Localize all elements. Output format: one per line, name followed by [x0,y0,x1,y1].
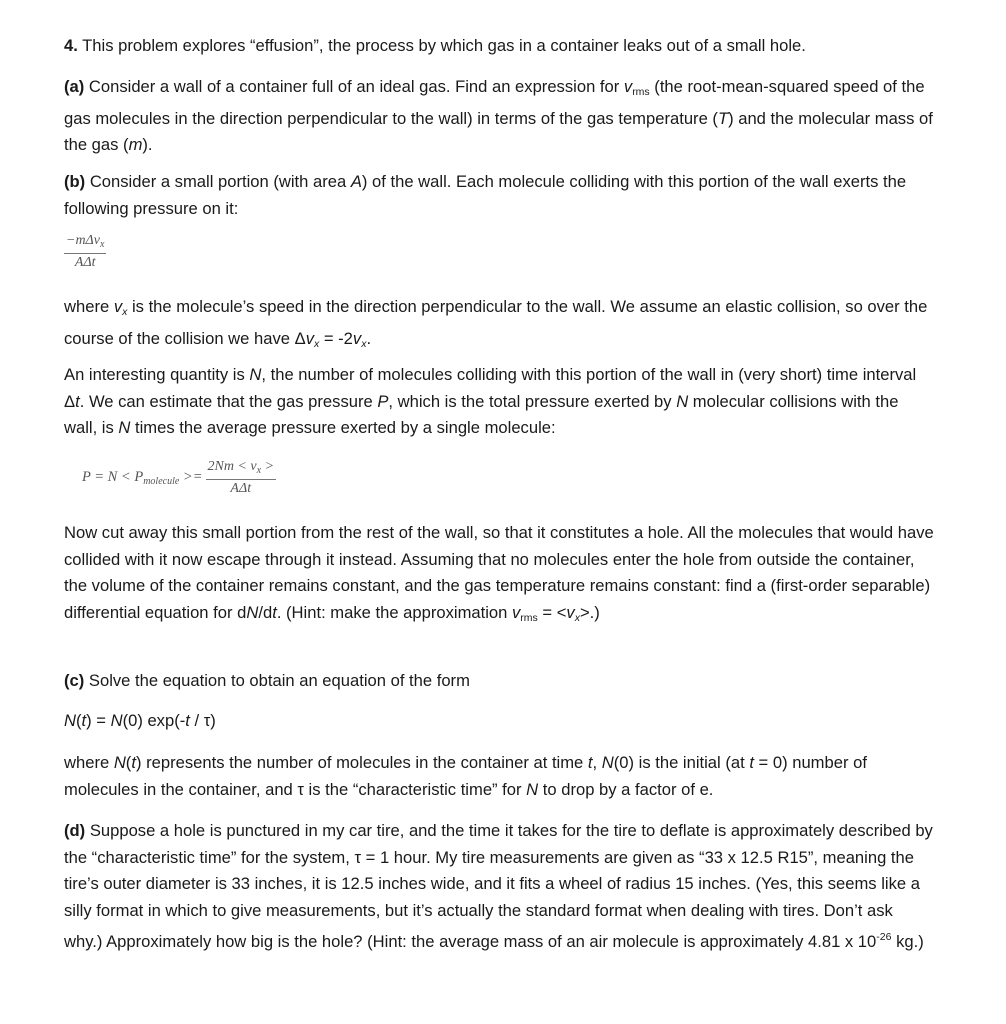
part-a-label: (a) [64,77,85,96]
equation-left-side [82,469,203,487]
interesting-text-4: , which is the total pressure exerted by [388,391,677,411]
avg-vx-symbol: v [566,602,575,622]
c-where-6: = 0) number of molecules in the container, and τ is the “characteristic time” for [64,753,867,799]
cut-hole-paragraph [64,520,934,631]
molecule-subscript: molecule [143,475,180,487]
c-where-4: , [592,753,602,772]
vrms-symbol: v [623,77,633,96]
vx-subscript: x [122,306,128,318]
decay-text-4: / τ) [189,711,216,730]
part-b-label: (b) [64,172,86,191]
problem-intro [64,33,934,60]
cut-text-2: /d [258,602,273,622]
c-where-2: ( [125,753,132,772]
interesting-text-6: times the average pressure exerted by a single molecule: [130,418,556,437]
interesting-text-3: . We can estimate that the gas pressure [79,391,378,411]
vrms-symbol-2: v [512,602,521,622]
n-symbol-3: N [118,418,131,437]
avg-vx-subscript: x [574,611,580,624]
equation-denominator-2: AΔt [230,481,252,496]
c-t-2: t [587,753,593,772]
interesting-text-5: molecular collisions with the wall, is [64,391,899,437]
pressure-per-molecule-equation [64,232,106,271]
where-text-4: . [366,328,372,348]
equals-text: >= [179,468,203,485]
part-d [64,818,934,956]
left-text: P = N < P [82,468,144,485]
cut-text-5: >.) [579,602,600,622]
part-d-text-2: kg.) [891,932,924,951]
numerator-2-end: > [261,459,275,474]
c-where-3: ) represents the number of molecules in the container at time [135,753,588,772]
part-c-where [64,750,934,803]
numerator-2-subscript: x [256,465,262,476]
c-t-1: t [131,753,136,772]
problem-number: 4. [64,36,78,55]
equation-fraction-2 [206,458,277,497]
part-b-text: Consider a small portion (with area [85,172,351,191]
decay-text-2: ) = [86,711,111,730]
part-a-text-2: (the root-mean-squared speed of the gas molecules in the direction perpendicular to the wall) in terms of the gas temperature ( [64,77,925,128]
numerator-subscript: x [100,239,105,250]
delta-vx-subscript: x [313,337,320,350]
vrms-subscript-2: rms [520,611,538,624]
numerator-text: −mΔv [66,233,100,248]
p-symbol: P [377,391,389,411]
decay-text-1: ( [75,711,82,730]
t-symbol: t [75,391,80,411]
c-where-1: where [64,753,114,772]
where-text-2: is the molecule’s speed in the direction perpendicular to the wall. We assume an elastic collision, so over the course of the collision we have Δ [64,297,928,348]
equation-numerator-2 [206,458,277,479]
c-where-5: (0) is the initial (at [613,753,750,772]
c-n-3: N [526,779,539,799]
part-a-text-4: ). [142,135,153,154]
cut-text-3: . (Hint: make the approximation [276,602,512,622]
cut-text-1: Now cut away this small portion from the rest of the wall, so that it constitutes a hole. All the molecules that would have collided with it now escape through it instead. Assuming that no molecules enter the hole from outside the container, the volume of the container remains constant, and the gas temperature remains constant: find a (first-order separable) differential equation for d [64,523,934,622]
part-b [64,169,934,222]
part-a [64,74,934,159]
part-c-label: (c) [64,671,85,690]
decay-text-3: (0) exp(- [122,711,186,730]
where-text: where [64,297,114,316]
part-a-text-3: ) and the molecular mass of the gas ( [64,108,933,154]
n-of-t-symbol: N [64,711,76,730]
vx-symbol: v [113,297,123,316]
n-symbol: N [249,365,262,384]
area-symbol: A [350,172,362,191]
part-a-text: Consider a wall of a container full of an ideal gas. Find an expression for [84,77,624,96]
c-n-2: N [601,753,614,772]
part-b-text-2: ) of the wall. Each molecule colliding with this portion of the wall exerts the following pressure on it: [64,172,907,218]
intro-text: This problem explores “effusion”, the process by which gas in a container leaks out of a small hole. [77,36,806,55]
temperature-symbol: T [717,108,729,128]
interesting-text-2: , the number of molecules colliding with this portion of the wall in (very short) time interval Δ [64,365,917,411]
decay-equation [64,708,934,735]
part-d-text: Suppose a hole is punctured in my car tire, and the time it takes for the tire to deflate is approximately described by the “characteristic time” for the system, τ = 1 hour. My tire measurements are given as “33 x 12.5 R15”, meaning the tire’s outer diameter is 33 inches, it is 12.5 inches wide, and it fits a wheel of radius 15 inches. (Yes, this seems like a silly format in which to give measurements, but it’s actually the standard format when dealing with tires. Don’t ask why.) Approximately how big is the hole? (Hint: the average mass of an air molecule is approximately 4.81 x 10 [64,821,933,951]
where-text-3: = -2 [319,328,353,348]
equation-denominator: AΔt [74,255,96,270]
n-symbol-2: N [676,391,689,411]
equation-numerator [64,232,106,253]
dt-symbol: t [272,602,277,622]
two-vx-symbol: v [352,328,362,348]
exponent: -26 [876,931,892,943]
part-c-text: Solve the equation to obtain an equation of the form [84,671,470,690]
part-c [64,668,934,695]
numerator-2-text: 2Nm < v [207,459,257,474]
part-d-label: (d) [64,821,86,840]
cut-text-4: = < [537,602,567,622]
dn-symbol: N [246,602,259,622]
n0-symbol: N [110,711,123,730]
t-exp-symbol: t [185,711,190,730]
t-arg: t [81,711,87,730]
c-n-1: N [113,753,126,772]
vrms-subscript: rms [632,86,650,98]
c-where-7: to drop by a factor of e. [538,779,714,799]
mass-symbol: m [128,135,143,154]
two-vx-subscript: x [361,337,367,350]
total-pressure-equation [82,458,276,497]
delta-vx-symbol: v [305,328,314,348]
equation-fraction [64,232,106,271]
where-vx-paragraph [64,294,934,357]
interesting-quantity-paragraph [64,362,934,442]
c-t-3: t [749,753,754,772]
interesting-text-1: An interesting quantity is [64,365,250,384]
